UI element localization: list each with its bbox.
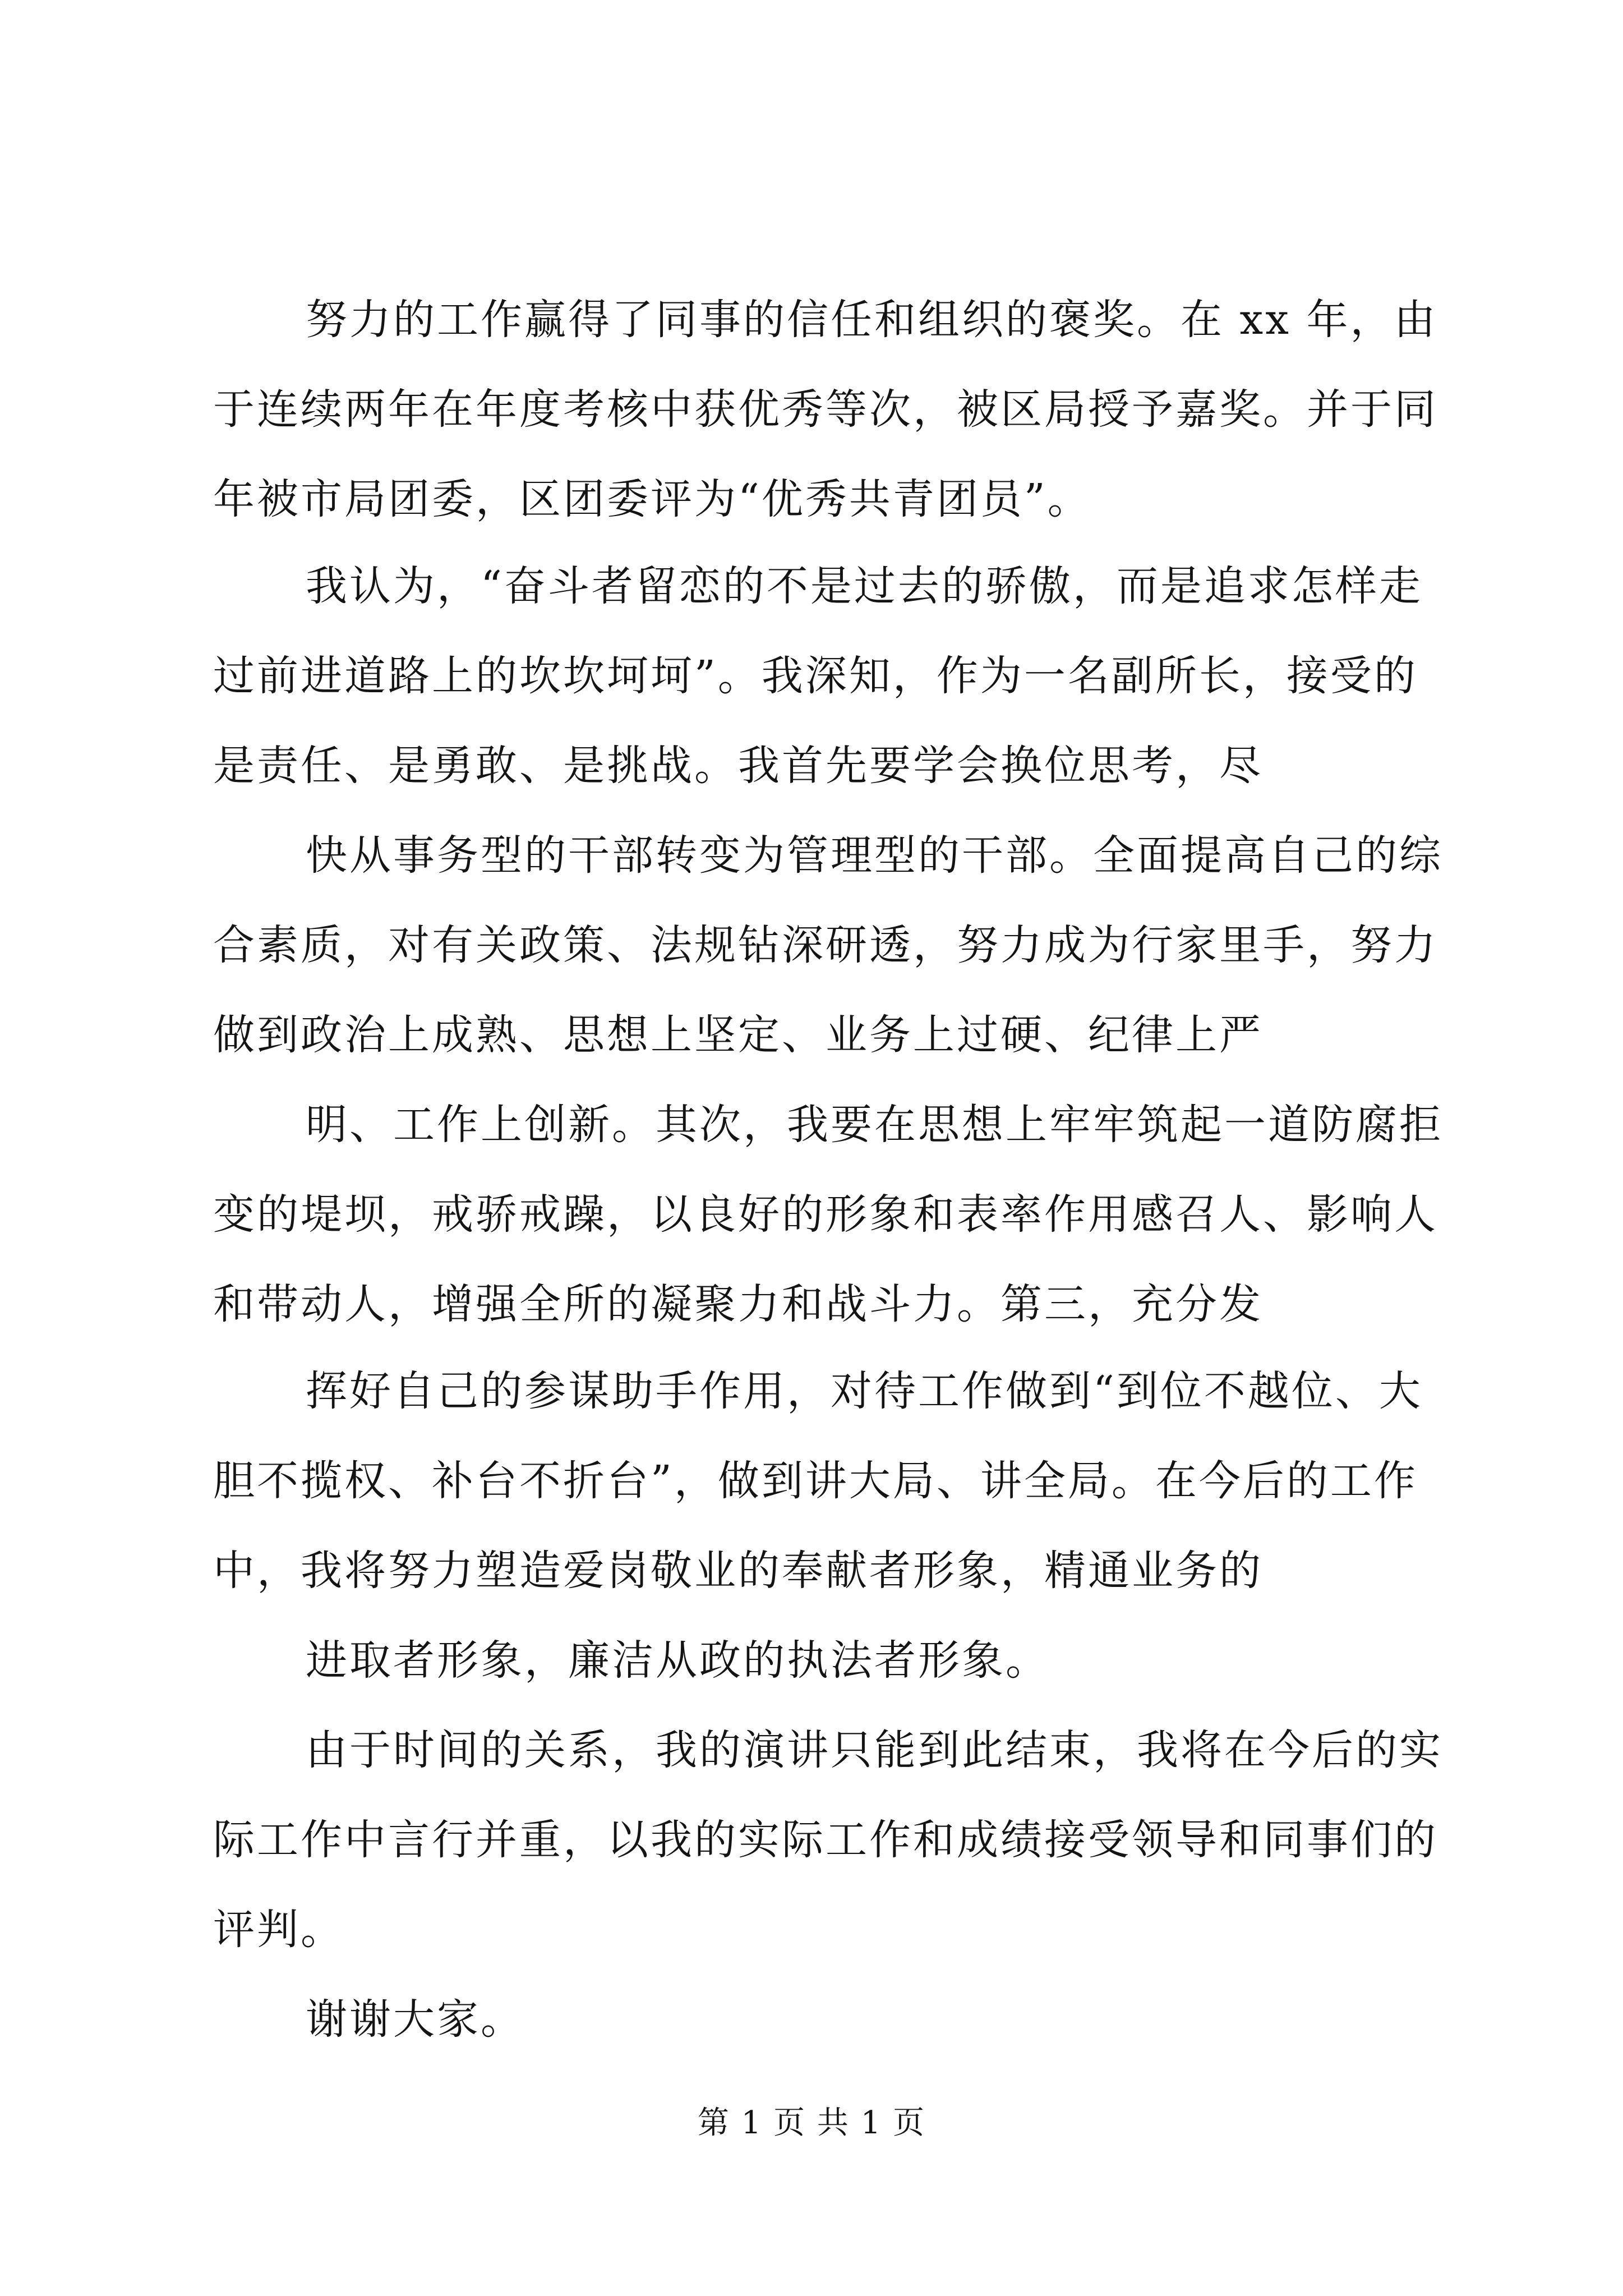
text-line: 际工作中言行并重，以我的实际工作和成绩接受领导和同事们的 [213, 1816, 1438, 1864]
text-line: 于连续两年在年度考核中获优秀等次，被区局授予嘉奖。并于同 [213, 385, 1438, 434]
text-line: 是责任、是勇敢、是挑战。我首先要学会换位思考，尽 [213, 742, 1263, 790]
page-number: 第 1 页 共 1 页 [697, 2105, 926, 2141]
text-line: 中，我将努力塑造爱岗敬业的奉献者形象，精通业务的 [213, 1547, 1263, 1595]
text-line: 过前进道路上的坎坎坷坷”。我深知，作为一名副所长，接受的 [213, 652, 1418, 700]
text-line: 合素质，对有关政策、法规钻深研透，努力成为行家里手，努力 [213, 921, 1438, 969]
text-line: 谢谢大家。 [306, 1995, 524, 2044]
text-line: 做到政治上成熟、思想上坚定、业务上过硬、纪律上严 [213, 1011, 1263, 1059]
text-line: 变的堤坝，戒骄戒躁，以良好的形象和表率作用感召人、影响人 [213, 1190, 1438, 1239]
text-line: 评判。 [213, 1906, 344, 1954]
text-line: 和带动人，增强全所的凝聚力和战斗力。第三，充分发 [213, 1280, 1263, 1328]
text-line: 努力的工作赢得了同事的信任和组织的褒奖。在 xx 年，由 [306, 296, 1438, 344]
text-line: 挥好自己的参谋助手作用，对待工作做到“到位不越位、大 [306, 1367, 1423, 1415]
text-line: 快从事务型的干部转变为管理型的干部。全面提高自己的综 [306, 831, 1443, 880]
text-line: 明、工作上创新。其次，我要在思想上牢牢筑起一道防腐拒 [306, 1101, 1443, 1149]
text-line: 我认为，“奋斗者留恋的不是过去的骄傲，而是追求怎样走 [306, 562, 1423, 610]
text-line: 由于时间的关系，我的演讲只能到此结束，我将在今后的实 [306, 1726, 1443, 1774]
text-line: 胆不揽权、补台不折台”，做到讲大局、讲全局。在今后的工作 [213, 1457, 1418, 1505]
text-line: 进取者形象，廉洁从政的执法者形象。 [306, 1636, 1049, 1685]
text-line: 年被市局团委，区团委评为“优秀共青团员”。 [213, 475, 1091, 523]
